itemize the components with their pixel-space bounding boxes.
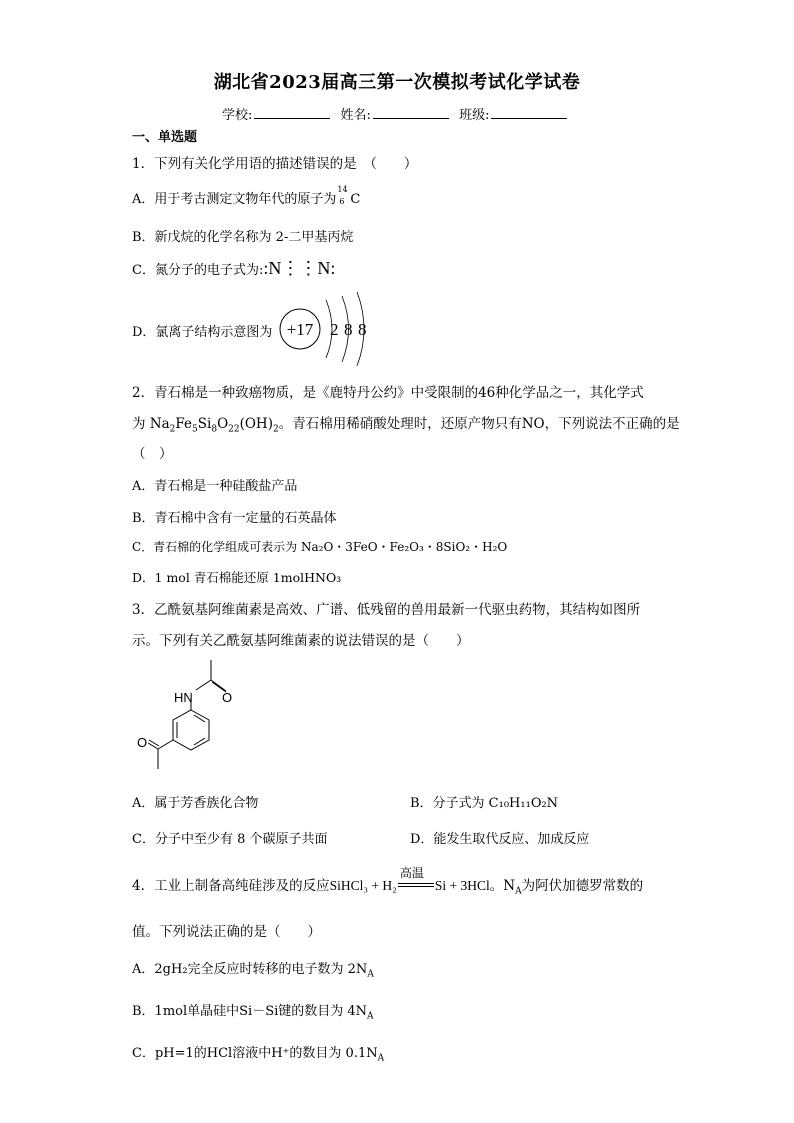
q2-option-b[interactable]: B．青石棉中含有一定量的石英晶体 (132, 511, 337, 526)
products: Si + 3HCl (434, 878, 490, 893)
q2-stem-line2: 为 $Na_2Fe_5Si_8O_{22}(OH)_2$。青石棉用稀硝酸处理时，还原产物只有NO，下列说法不正确的是 (132, 416, 680, 435)
q3-stem-line2: 示。下列有关乙酰氨基阿维菌素的说法错误的是（ ） (132, 633, 470, 649)
q1-c-text: C．氮分子的电子式为: (132, 263, 264, 278)
school-label: 学校: (222, 108, 253, 123)
n2-electron-formula: :N⋮⋮N: (263, 258, 336, 278)
reactants: SiHCl₃ + H₂ (329, 878, 397, 893)
acetylamino-molecule-structure (136, 654, 246, 774)
section-heading: 一、单选题 (132, 130, 198, 145)
shell-1-count: 2 (330, 320, 339, 339)
q1-d-text: D．氯离子结构示意图为 (132, 325, 273, 340)
q3-option-d[interactable]: D．能发生取代反应、加成反应 (410, 832, 590, 847)
carbon-isotope-symbol: 14 6 (337, 185, 348, 206)
q2-option-c[interactable]: C．青石棉的化学组成可表示为 Na₂O・3FeO・Fe₂O₃・8SiO₂・H₂O (132, 540, 508, 554)
o-label-left: O (137, 735, 148, 750)
chloride-ion-structure-diagram (278, 292, 378, 368)
q3-option-a[interactable]: A．属于芳香族化合物 (132, 796, 259, 811)
name-blank[interactable] (373, 106, 449, 119)
shell-2-count: 8 (344, 320, 353, 339)
class-label: 班级: (459, 108, 490, 123)
name-label: 姓名: (340, 108, 371, 123)
q1-option-c[interactable] (132, 258, 335, 279)
carbon-symbol: C (350, 192, 361, 207)
reaction-arrow (397, 866, 435, 892)
q3-option-b[interactable]: B．分子式为 C₁₀H₁₁O₂N (410, 796, 559, 811)
q2-option-d[interactable]: D．1 mol 青石棉能还原 1molHNO₃ (132, 570, 342, 585)
class-blank[interactable] (491, 106, 567, 119)
q3-option-c[interactable]: C．分子中至少有 8 个碳原子共面 (132, 832, 328, 847)
student-info-row (222, 104, 573, 123)
q1-option-a[interactable] (132, 185, 361, 207)
q4-option-b[interactable]: B．1mol单晶硅中Si－Si键的数目为 $4N_A$ (132, 1004, 374, 1022)
q1-a-text: A．用于考古测定文物年代的原子为 (132, 192, 337, 207)
q1-option-d[interactable] (132, 321, 272, 340)
q1-stem: 1．下列有关化学用语的描述错误的是 （ ） (132, 156, 418, 172)
q2-stem-line1: 2．青石棉是一种致癌物质，是《鹿特丹公约》中受限制的46种化学品之一，其化学式 (132, 385, 644, 401)
school-blank[interactable] (254, 106, 330, 119)
q4-stem-line1: 4．工业上制备高纯硅涉及的反应SiHCl₃ + H₂ 高温 Si + 3HCl。$N_A$为阿伏加德罗常数的 (132, 866, 644, 897)
nucleus-charge: +17 (286, 320, 314, 339)
q4-option-a[interactable]: A．2gH₂完全反应时转移的电子数为 $2N_A$ (132, 962, 374, 980)
q4-option-c[interactable]: C．pH=1的HCl溶液中H⁺的数目为 $0.1N_A$ (132, 1046, 385, 1064)
reaction-condition: 高温 (399, 866, 424, 880)
o-label-top: O (222, 690, 233, 705)
q4-stem-line2: 值。下列说法正确的是（ ） (132, 924, 321, 940)
q2-option-a[interactable]: A．青石棉是一种硅酸盐产品 (132, 479, 298, 494)
q1-option-b[interactable]: B．新戊烷的化学名称为 2-二甲基丙烷 (132, 230, 354, 245)
q2-stem-line3: （ ） (132, 446, 173, 462)
page-title: 湖北省2023届高三第一次模拟考试化学试卷 (213, 72, 581, 93)
shell-3-count: 8 (358, 320, 367, 339)
nh-label: HN (174, 690, 193, 705)
q3-stem-line1: 3．乙酰氨基阿维菌素是高效、广谱、低残留的兽用最新一代驱虫药物，其结构如图所 (132, 602, 641, 618)
